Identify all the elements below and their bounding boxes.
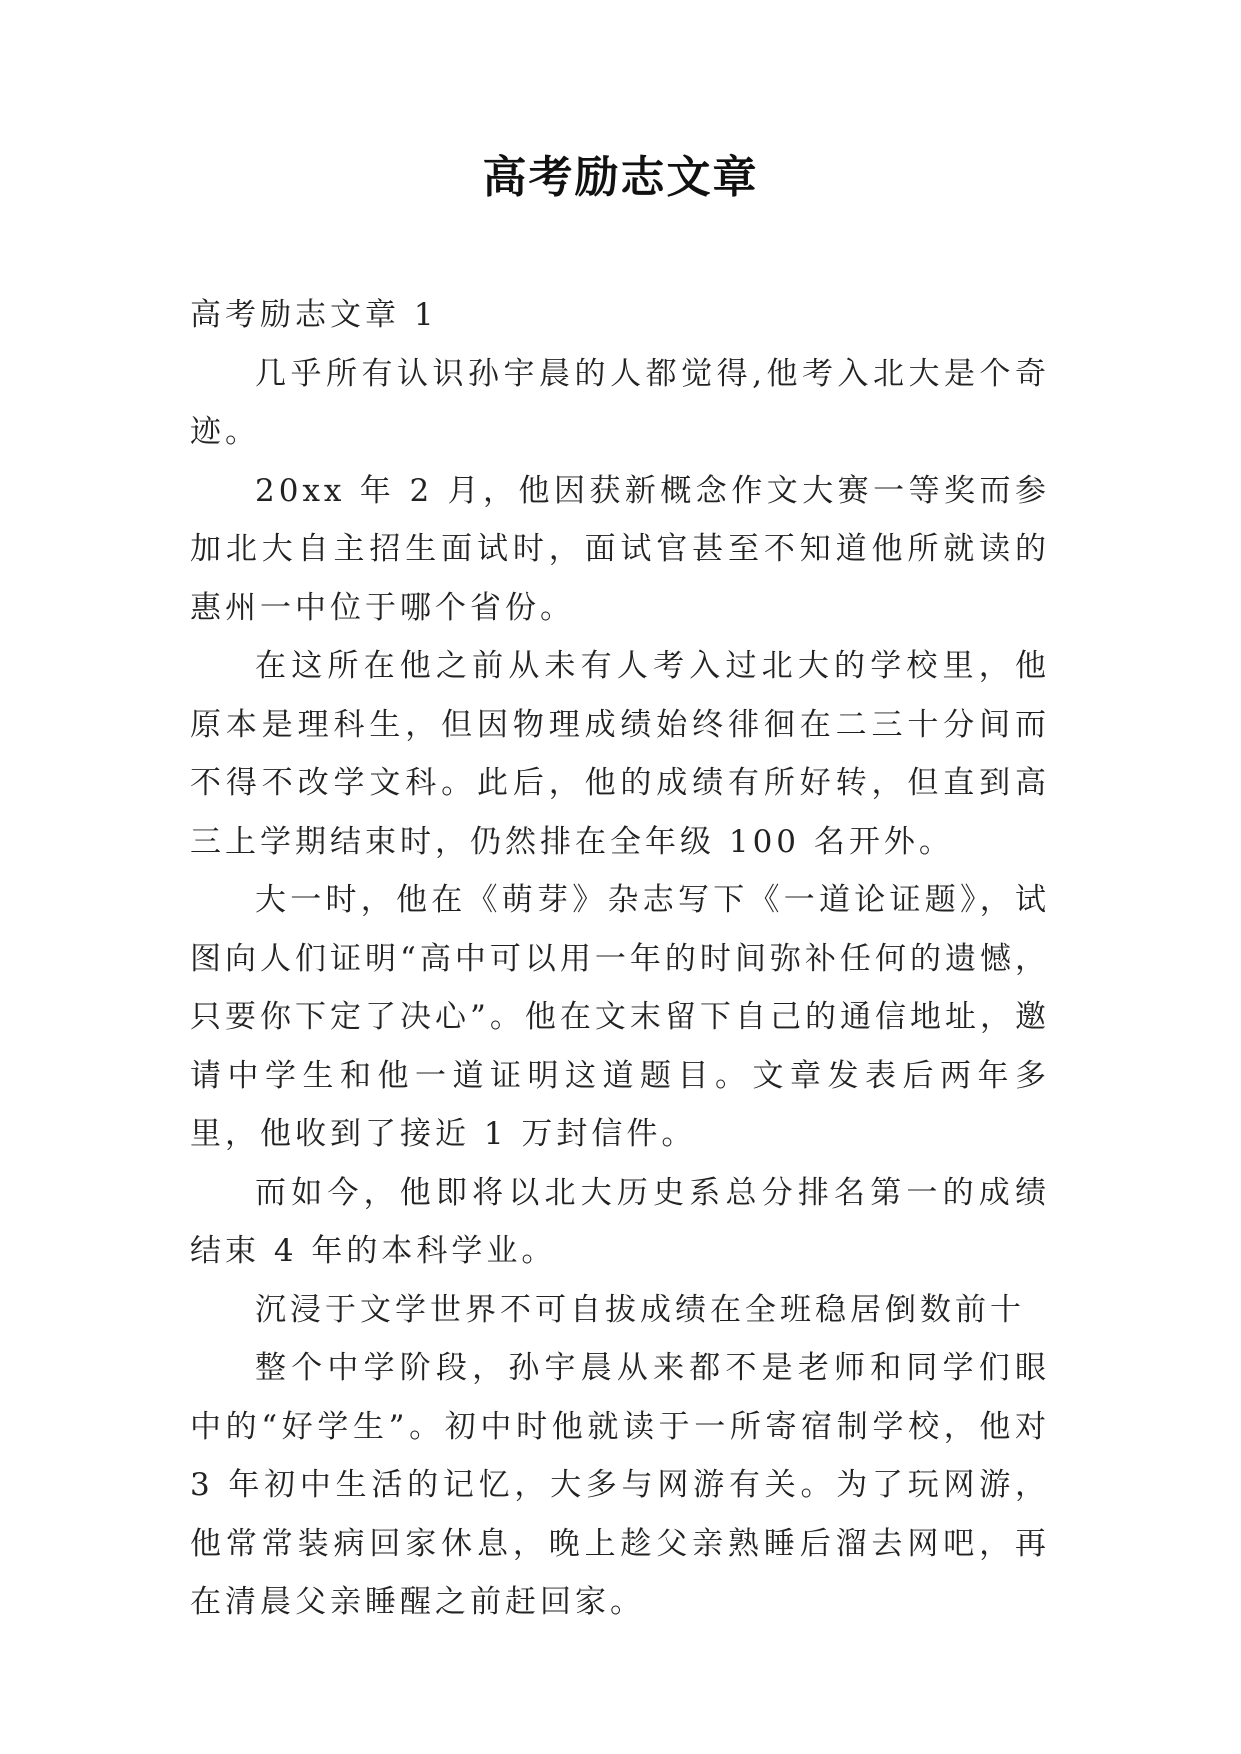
paragraph: 几乎所有认识孙宇晨的人都觉得,他考入北大是个奇迹。 <box>190 355 1050 450</box>
paragraph: 在这所在他之前从未有人考入过北大的学校里，他原本是理科生，但因物理成绩始终徘徊在二三十分间而不得不改学文科。此后，他的成绩有所好转，但直到高三上学期结束时，仍然排在全年级 100 名开外。 <box>190 648 1050 860</box>
paragraph: 大一时，他在《萌芽》杂志写下《一道论证题》，试图向人们证明“高中可以用一年的时间弥补任何的遗憾，只要你下定了决心”。他在文末留下自己的通信地址，邀请中学生和他一道证明这道题目。文章发表后两年多里，他收到了接近 1 万封信件。 <box>190 882 1050 1152</box>
subheading-paragraph: 沉浸于文学世界不可自拔成绩在全班稳居倒数前十 <box>255 1291 1025 1328</box>
document-title: 高考励志文章 <box>482 152 759 203</box>
section-heading: 高考励志文章 1 <box>190 297 438 333</box>
document-body <box>190 286 1050 1632</box>
paragraph: 整个中学阶段，孙宇晨从来都不是老师和同学们眼中的“好学生”。初中时他就读于一所寄宿制学校，他对 3 年初中生活的记忆，大多与网游有关。为了玩网游，他常常装病回家休息，晚上趁父亲熟睡后溜去网吧，再在清晨父亲睡醒之前赶回家。 <box>190 1350 1050 1620</box>
paragraph: 20xx 年 2 月，他因获新概念作文大赛一等奖而参加北大自主招生面试时，面试官甚至不知道他所就读的惠州一中位于哪个省份。 <box>190 472 1050 626</box>
paragraph: 而如今，他即将以北大历史系总分排名第一的成绩结束 4 年的本科学业。 <box>190 1174 1050 1269</box>
